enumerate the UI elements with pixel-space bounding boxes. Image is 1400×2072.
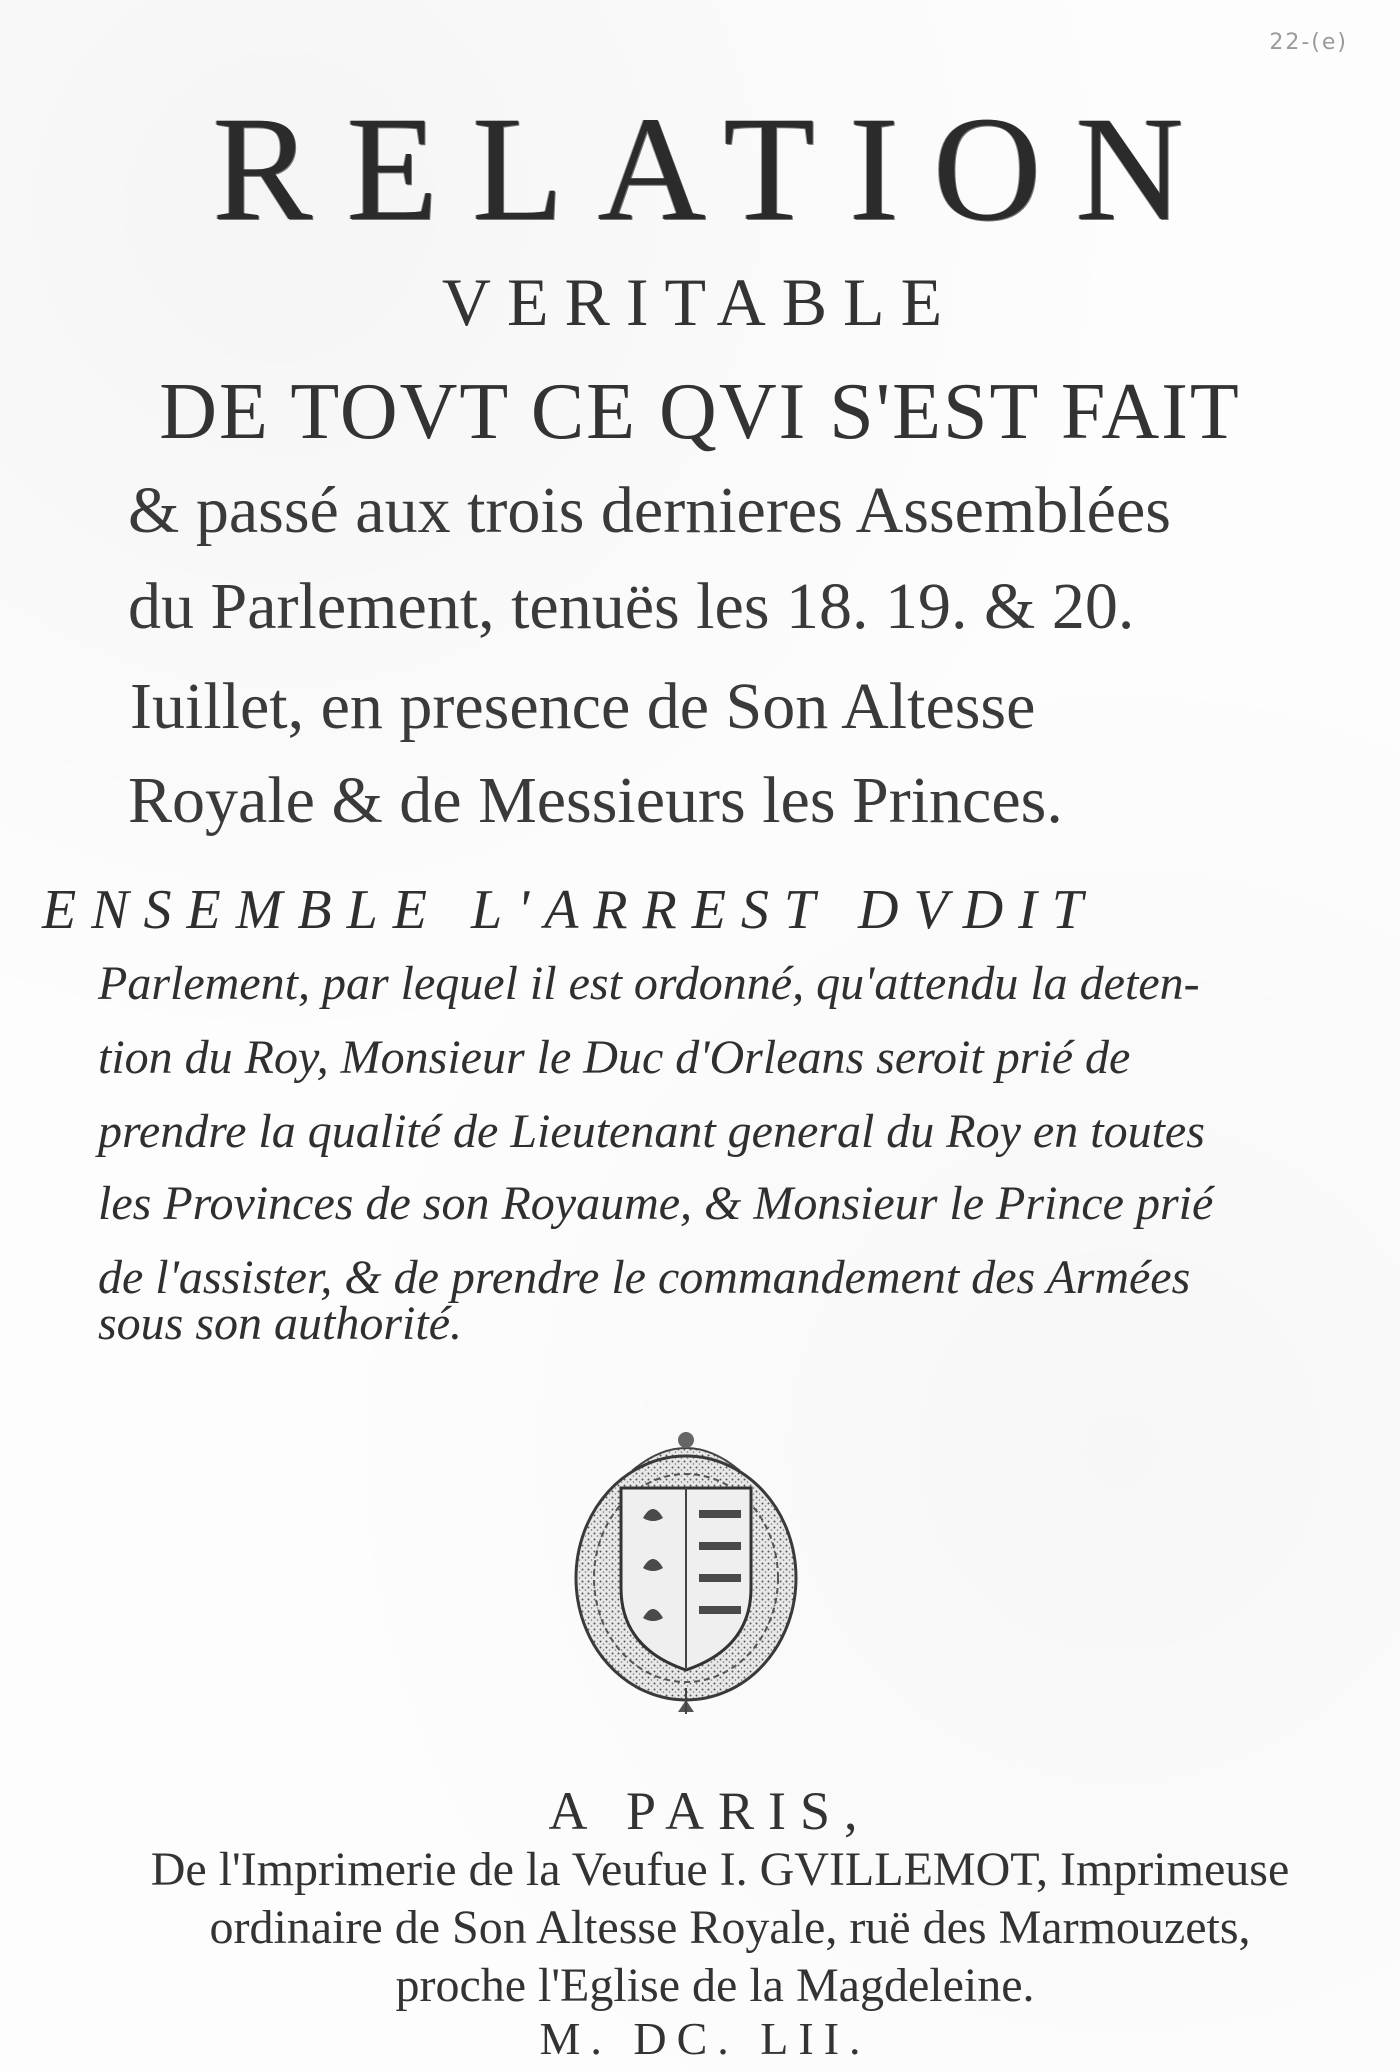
arrest-line-1: Parlement, par lequel il est ordonné, qu'attendu la deten- (98, 957, 1200, 1010)
arrest-line-6: sous son authorité. (98, 1297, 463, 1350)
arrest-line-3: prendre la qualité de Lieutenant general du Roy en toutes (98, 1105, 1205, 1158)
arrest-line-2: tion du Roy, Monsieur le Duc d'Orleans seroit prié de (98, 1031, 1131, 1084)
imprint-place: A PARIS, (548, 1781, 872, 1841)
imprint-date: M. DC. LII. (539, 2013, 871, 2064)
title-veritable: VERITABLE (441, 264, 959, 340)
title-de-tout: DE TOVT CE QVI S'EST FAIT (159, 368, 1241, 456)
imprint-line-3: proche l'Eglise de la Magdeleine. (395, 1959, 1035, 2012)
imprint-line-2: ordinaire de Son Altesse Royale, ruë des Marmouzets, (209, 1901, 1251, 1954)
title-relation: RELATION (212, 86, 1218, 252)
subtitle-line-3: Iuillet, en presence de Son Altesse (130, 670, 1036, 743)
royal-coat-of-arms-icon (563, 1418, 809, 1718)
ensemble-heading: ENSEMBLE L'ARREST DVDIT (42, 879, 1098, 941)
arrest-line-4: les Provinces de son Royaume, & Monsieur le Prince prié (98, 1177, 1214, 1230)
subtitle-line-4: Royale & de Messieurs les Princes. (128, 764, 1063, 837)
imprint-line-1: De l'Imprimerie de la Veufue I. GVILLEMOT, Imprimeuse (150, 1843, 1290, 1896)
corner-annotation: 22-(e) (1269, 30, 1348, 55)
subtitle-line-2: du Parlement, tenuës les 18. 19. & 20. (128, 570, 1135, 643)
arrest-line-5: de l'assister, & de prendre le commandement des Armées (98, 1251, 1191, 1304)
subtitle-line-1: & passé aux trois dernieres Assemblées (128, 474, 1171, 547)
